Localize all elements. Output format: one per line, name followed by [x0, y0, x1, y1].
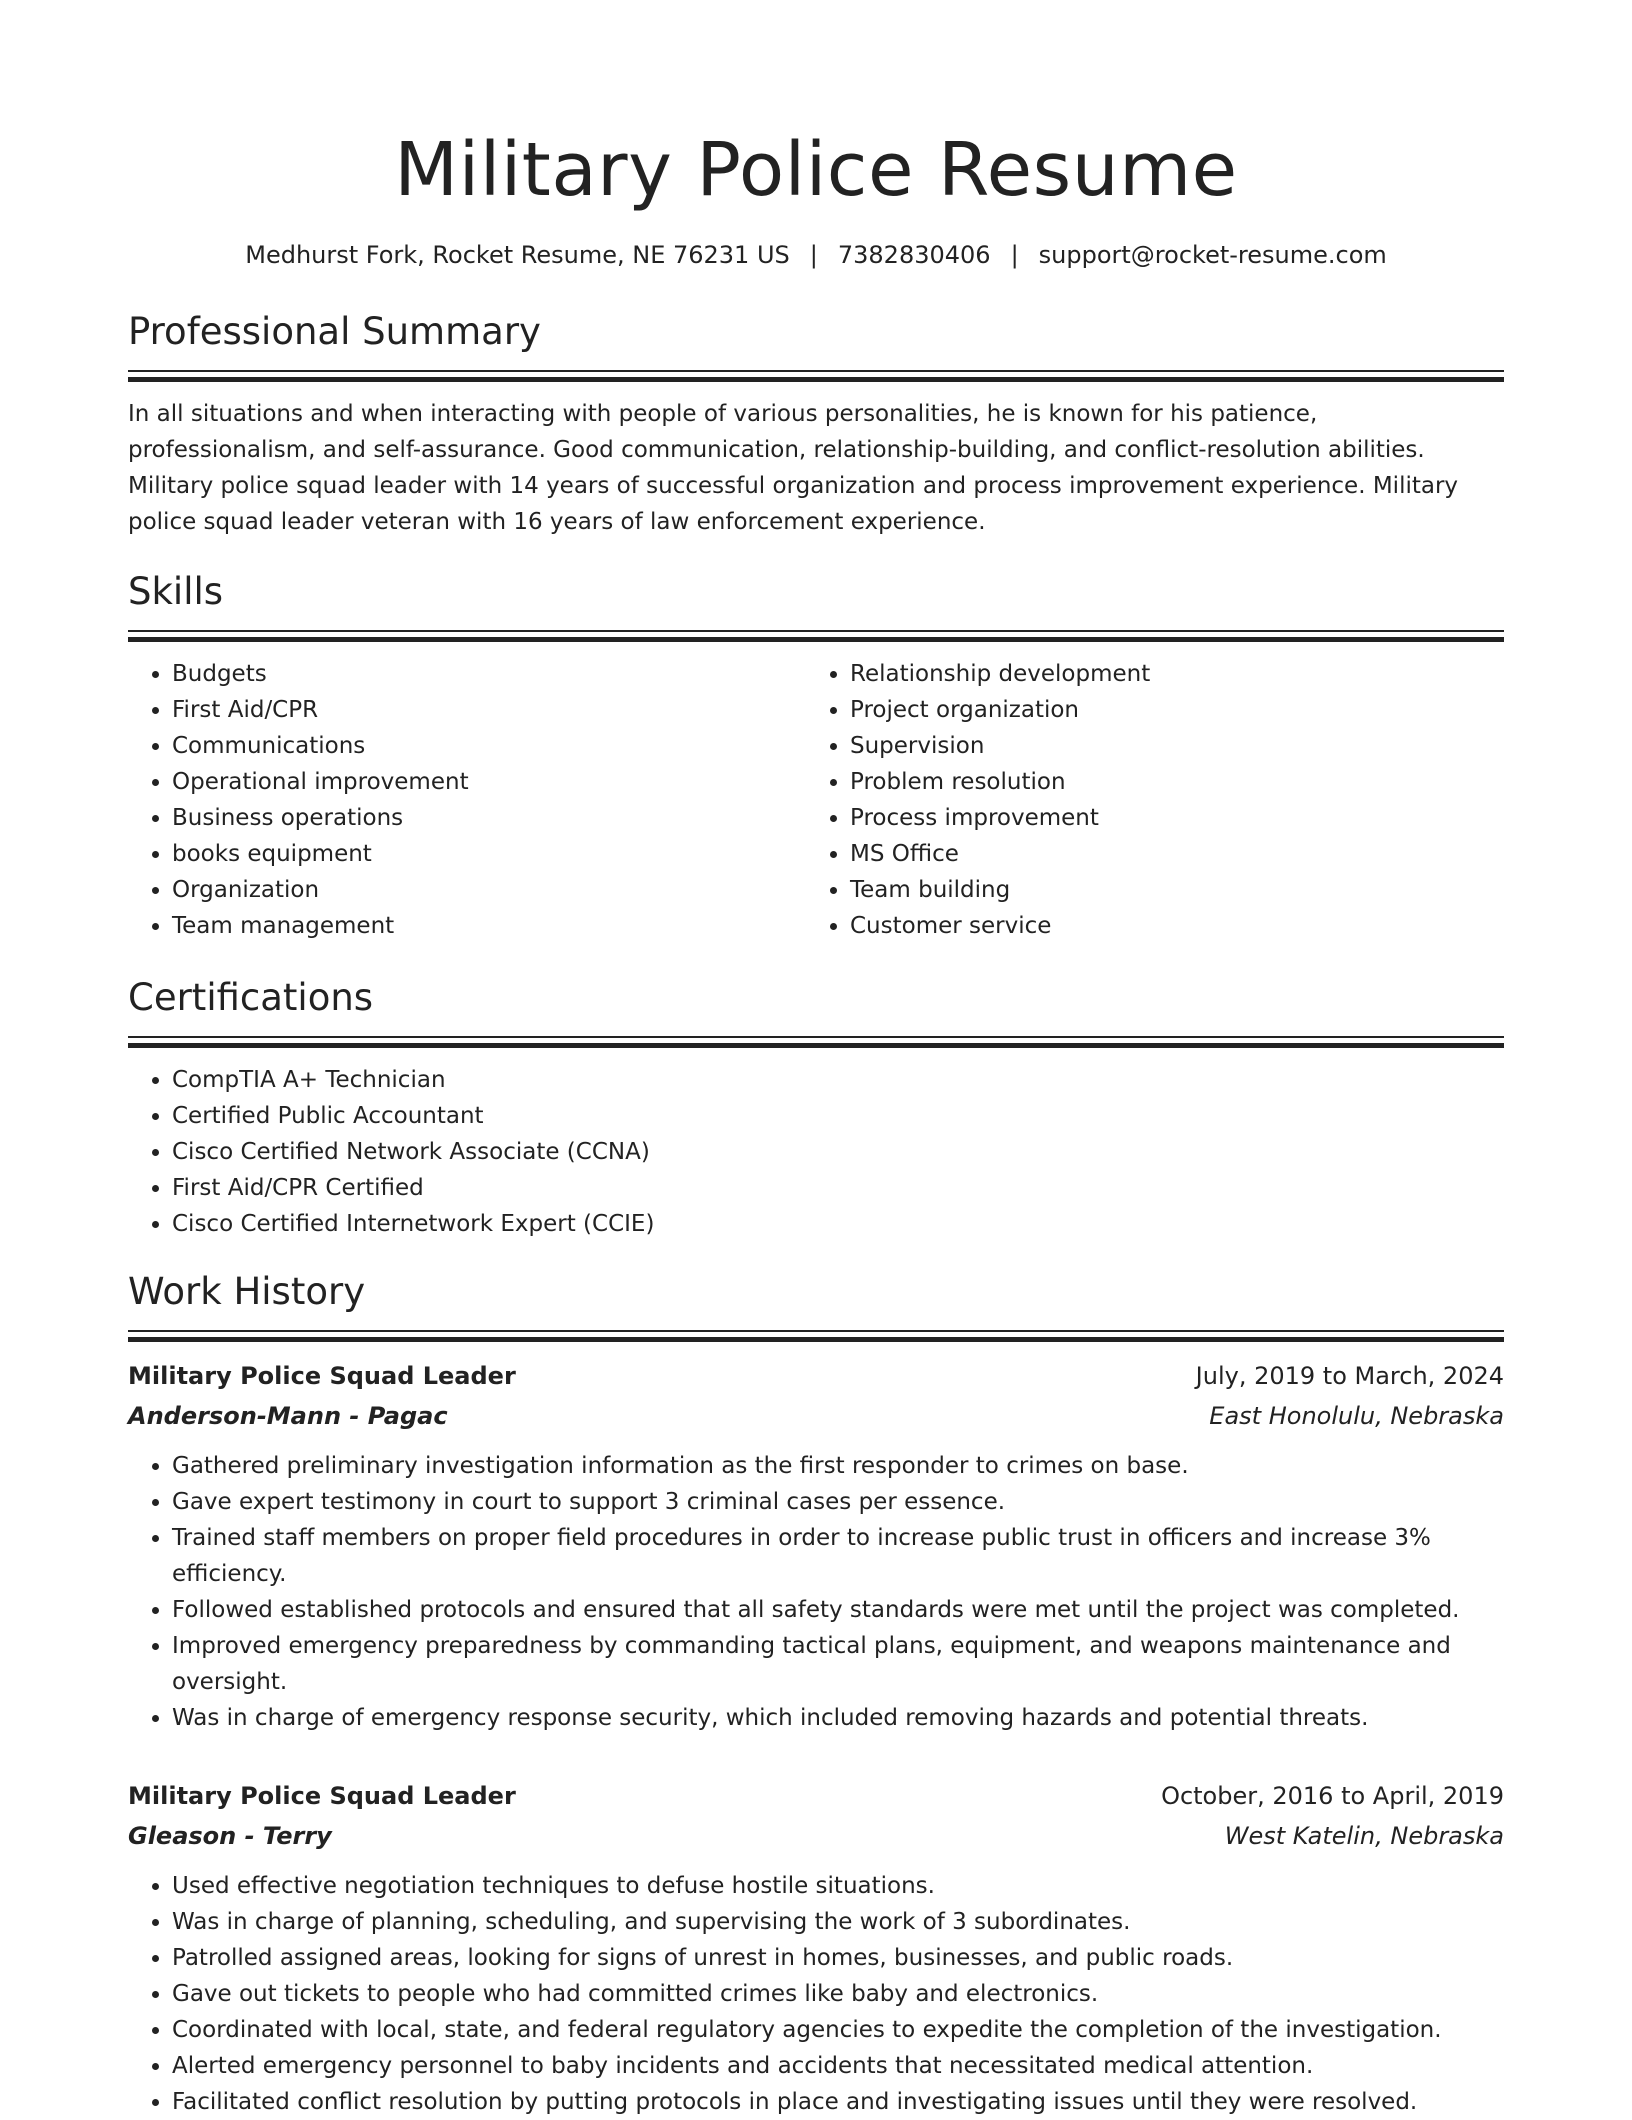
- job-bullet-list: [128, 1868, 1504, 2120]
- skills-column-right: [806, 656, 1484, 944]
- job-bullet: • Followed established protocols and ensured that all safety standards were met until the project was completed.: [172, 1592, 1504, 1628]
- skill-item: • Organization: [172, 872, 806, 908]
- job-bullet: • Coordinated with local, state, and federal regulatory agencies to expedite the completion of the investigation.: [172, 2012, 1504, 2048]
- skill-item: • Problem resolution: [850, 764, 1484, 800]
- contact-email: support@rocket-resume.com: [1038, 241, 1387, 269]
- section-divider: [128, 1036, 1504, 1048]
- job-title: Military Police Squad Leader: [128, 1782, 516, 1810]
- job-header-row: [128, 1356, 1504, 1396]
- job-dates: October, 2016 to April, 2019: [1161, 1782, 1504, 1810]
- job-bullet: • Patrolled assigned areas, looking for signs of unrest in homes, businesses, and public roads.: [172, 1940, 1504, 1976]
- certification-item: • First Aid/CPR Certified: [172, 1170, 1504, 1206]
- resume-page: [128, 0, 1504, 2115]
- job-bullet: • Alerted emergency personnel to baby incidents and accidents that necessitated medical attention.: [172, 2048, 1504, 2084]
- job-entry: [128, 1356, 1504, 1736]
- section-divider: [128, 630, 1504, 642]
- work-history-heading: Work History: [128, 1270, 366, 1313]
- job-entry: [128, 1776, 1504, 2120]
- certifications-heading: Certifications: [128, 976, 374, 1019]
- contact-separator: |: [1010, 241, 1019, 269]
- summary-heading: Professional Summary: [128, 310, 541, 353]
- job-bullet: • Gathered preliminary investigation information as the first responder to crimes on base.: [172, 1448, 1504, 1484]
- certification-item: • Certified Public Accountant: [172, 1098, 1504, 1134]
- skill-item: • Supervision: [850, 728, 1484, 764]
- skill-item: • MS Office: [850, 836, 1484, 872]
- skill-item: • Budgets: [172, 656, 806, 692]
- skill-item: • Communications: [172, 728, 806, 764]
- job-bullet: • Improved emergency preparedness by commanding tactical plans, equipment, and weapons maintenance and oversight.: [172, 1628, 1504, 1700]
- certification-item: • CompTIA A+ Technician: [172, 1062, 1504, 1098]
- certifications-section: [128, 974, 1504, 1242]
- job-company: Gleason - Terry: [128, 1822, 332, 1850]
- certification-item: • Cisco Certified Network Associate (CCNA): [172, 1134, 1504, 1170]
- skills-list-right: [806, 656, 1484, 944]
- certifications-list: [128, 1062, 1504, 1242]
- contact-phone: 7382830406: [837, 241, 991, 269]
- contact-address: Medhurst Fork, Rocket Resume, NE 76231 US: [245, 241, 790, 269]
- section-divider: [128, 1330, 1504, 1342]
- certification-item: • Cisco Certified Internetwork Expert (CCIE): [172, 1206, 1504, 1242]
- skill-item: • books equipment: [172, 836, 806, 872]
- work-history-section: [128, 1268, 1504, 2120]
- skill-item: • Team management: [172, 908, 806, 944]
- job-bullet-list: [128, 1448, 1504, 1736]
- skill-item: • Business operations: [172, 800, 806, 836]
- job-bullet: • Used effective negotiation techniques to defuse hostile situations.: [172, 1868, 1504, 1904]
- job-bullet: • Was in charge of emergency response security, which included removing hazards and potential threats.: [172, 1700, 1504, 1736]
- skills-column-left: [128, 656, 806, 944]
- skills-section: [128, 568, 1504, 944]
- job-dates: July, 2019 to March, 2024: [1195, 1362, 1504, 1390]
- job-bullet: • Gave out tickets to people who had committed crimes like baby and electronics.: [172, 1976, 1504, 2012]
- skill-item: • Operational improvement: [172, 764, 806, 800]
- job-company: Anderson-Mann - Pagac: [128, 1402, 448, 1430]
- job-bullet: • Was in charge of planning, scheduling, and supervising the work of 3 subordinates.: [172, 1904, 1504, 1940]
- section-divider: [128, 370, 1504, 382]
- skill-item: • Relationship development: [850, 656, 1484, 692]
- skill-item: • Process improvement: [850, 800, 1484, 836]
- skill-item: • Team building: [850, 872, 1484, 908]
- job-location: West Katelin, Nebraska: [1224, 1822, 1504, 1850]
- skill-item: • Project organization: [850, 692, 1484, 728]
- summary-section: [128, 308, 1504, 540]
- job-title: Military Police Squad Leader: [128, 1362, 516, 1390]
- job-header-row: [128, 1776, 1504, 1816]
- skill-item: • Customer service: [850, 908, 1484, 944]
- contact-line: [128, 238, 1504, 272]
- summary-text: In all situations and when interacting with people of various personalities, he is known for his patience, professionalism, and self-assurance. Good communication, relationship-building, and conflict-resolution abilities. Military police squad leader with 14 years of successful organization and process improvement experience. Military police squad leader veteran with 16 years of law enforcement experience.: [128, 401, 1459, 535]
- job-company-row: [128, 1396, 1504, 1436]
- skills-grid: [128, 656, 1504, 944]
- job-bullet: • Facilitated conflict resolution by putting protocols in place and investigating issues until they were resolved.: [172, 2084, 1504, 2120]
- skill-item: • First Aid/CPR: [172, 692, 806, 728]
- skills-heading: Skills: [128, 570, 224, 613]
- resume-title: Military Police Resume: [394, 127, 1238, 213]
- skills-list-left: [128, 656, 806, 944]
- job-bullet: • Trained staff members on proper field procedures in order to increase public trust in officers and increase 3% efficiency.: [172, 1520, 1504, 1592]
- job-bullet: • Gave expert testimony in court to support 3 criminal cases per essence.: [172, 1484, 1504, 1520]
- job-company-row: [128, 1816, 1504, 1856]
- contact-separator: |: [809, 241, 818, 269]
- job-location: East Honolulu, Nebraska: [1209, 1402, 1504, 1430]
